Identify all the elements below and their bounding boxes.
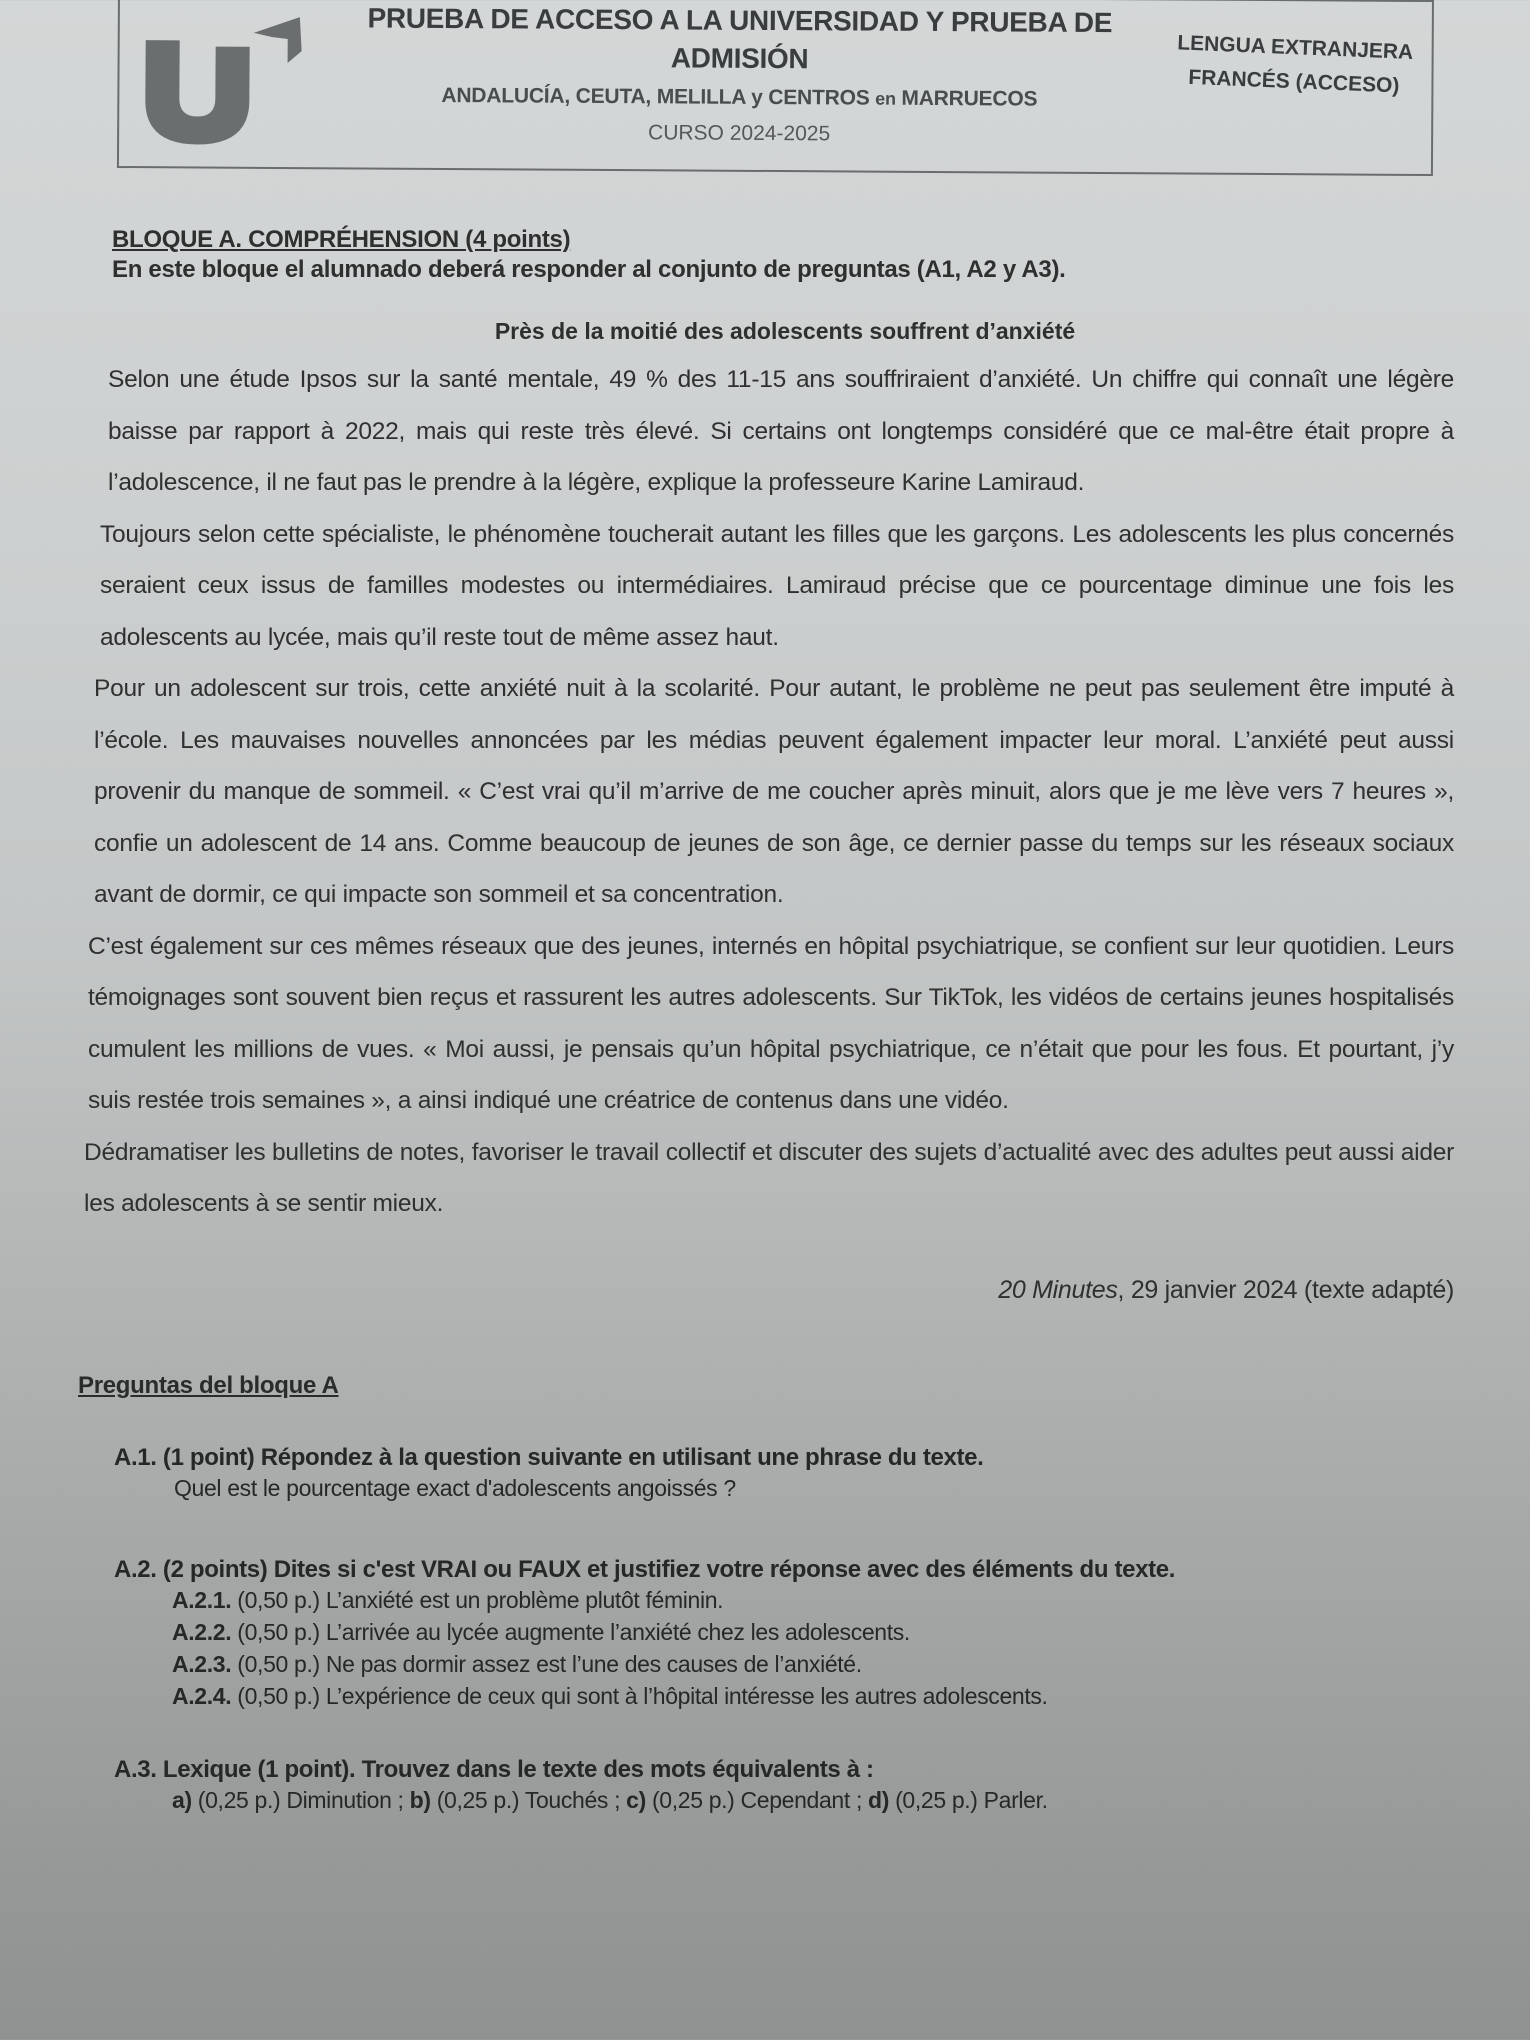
block-a-heading	[112, 226, 1452, 284]
item-text: (0,25 p.) Touchés ;	[430, 1787, 627, 1813]
block-instructions: En este bloque el alumnado deberá responder al conjunto de preguntas (A1, A2 y A3).	[112, 256, 1066, 283]
subject-line2: FRANCÉS (ACCESO)	[1187, 65, 1400, 98]
item-text: (0,50 p.) L’arrivée au lycée augmente l’anxiété chez les adolescents.	[231, 1619, 910, 1645]
article-body	[84, 354, 1454, 1230]
item-label: c)	[626, 1787, 646, 1813]
question-a3-head: A.3. Lexique (1 point). Trouvez dans le texte des mots équivalents à :	[114, 1756, 874, 1783]
item-text: (0,25 p.) Cependant ;	[645, 1787, 869, 1813]
question-a2-item	[172, 1584, 1414, 1616]
question-a2-head: A.2. (2 points) Dites si c'est VRAI ou FAUX et justifiez votre réponse avec des éléments du texte.	[114, 1556, 1176, 1583]
question-a3-items	[172, 1784, 1414, 1816]
item-text: (0,25 p.) Diminution ;	[191, 1787, 410, 1813]
region-part1: ANDALUCÍA, CEUTA, MELILLA y CENTROS	[441, 83, 876, 110]
article-paragraph: Selon une étude Ipsos sur la santé mentale, 49 % des 11-15 ans souffriraient d’anxiété. Un chiffre qui connaît une légère baisse par rapport à 2022, mais qui reste très élevé. Si certains ont longtemps considéré que ce mal-être était propre à l’adolescence, il ne faut pas le prendre à la légère, explique la professeure Karine Lamiraud.	[108, 366, 1454, 496]
item-label: A.2.2.	[172, 1619, 232, 1645]
item-text: (0,50 p.) L’expérience de ceux qui sont à l’hôpital intéresse les autres adolescents.	[231, 1683, 1048, 1709]
article-paragraph: C’est également sur ces mêmes réseaux que des jeunes, internés en hôpital psychiatrique, se confient sur leur quotidien. Leurs témoignages sont souvent bien reçus et rassurent les autres adolescents. Sur TikTok, les vidéos de certains jeunes hospitalisés cumulent les millions de vues. « Moi aussi, je pensais qu’un hôpital psychiatrique, ce n’était que pour les fous. Et pourtant, j’y suis restée trois semaines », a ainsi indiqué une créatrice de contenus dans une vidéo.	[88, 932, 1454, 1114]
question-a2-item	[172, 1648, 1414, 1680]
questions-title: Preguntas del bloque A	[78, 1372, 339, 1399]
article-source	[998, 1276, 1454, 1305]
question-a2-item	[172, 1616, 1414, 1648]
exam-title-line2: ADMISIÓN	[670, 42, 809, 75]
item-text: (0,25 p.) Parler.	[889, 1787, 1048, 1813]
item-text: (0,50 p.) L’anxiété est un problème plutôt féminin.	[231, 1587, 724, 1613]
block-title: BLOQUE A. COMPRÉHENSION (4 points)	[112, 226, 571, 253]
university-logo-icon	[131, 16, 332, 147]
question-a2	[114, 1556, 1414, 1712]
article-title: Près de la moitié des adolescents souffrent d’anxiété	[494, 318, 1076, 344]
item-label: A.2.4.	[172, 1683, 232, 1709]
item-label: a)	[172, 1787, 192, 1813]
question-a2-item	[172, 1680, 1414, 1712]
item-label: A.2.1.	[172, 1587, 232, 1613]
item-label: b)	[409, 1787, 431, 1813]
exam-header	[117, 0, 1434, 176]
item-label: A.2.3.	[172, 1651, 232, 1677]
article-paragraph: Toujours selon cette spécialiste, le phénomène toucherait autant les filles que les garçons. Les adolescents les plus concernés seraient ceux issus de familles modestes ou intermédiaires. Lamiraud précise que ce pourcentage diminue une fois les adolescents au lycée, mais qu’il reste tout de même assez haut.	[100, 520, 1454, 651]
question-a3	[114, 1756, 1414, 1816]
source-publication: 20 Minutes	[998, 1276, 1118, 1304]
exam-title-line1: PRUEBA DE ACCESO A LA UNIVERSIDAD Y PRUEBA DE	[367, 2, 1113, 39]
article-paragraph: Pour un adolescent sur trois, cette anxiété nuit à la scolarité. Pour autant, le problème ne peut pas seulement être imputé à l’école. Les mauvaises nouvelles annoncées par les médias peuvent également impacter leur moral. L’anxiété peut aussi provenir du manque de sommeil. « C’est vrai qu’il m’arrive de me coucher après minuit, alors que je me lève vers 7 heures », confie un adolescent de 14 ans. Comme beaucoup de jeunes de son âge, ce dernier passe du temps sur les réseaux sociaux avant de dormir, ce qui impacte son sommeil et sa concentration.	[94, 675, 1454, 908]
question-a1	[114, 1444, 1414, 1504]
item-label: d)	[868, 1787, 890, 1813]
exam-subject	[1148, 25, 1441, 105]
exam-region	[319, 83, 1159, 112]
subject-line1: LENGUA EXTRANJERA	[1176, 31, 1414, 65]
item-text: (0,50 p.) Ne pas dormir assez est l’une des causes de l’anxiété.	[231, 1651, 862, 1677]
region-en: en	[875, 88, 896, 109]
question-a1-head: A.1. (1 point) Répondez à la question suivante en utilisant une phrase du texte.	[114, 1444, 984, 1471]
question-a1-sub: Quel est le pourcentage exact d'adolescents angoissés ?	[174, 1475, 736, 1501]
header-center	[319, 0, 1160, 148]
article-paragraph: Dédramatiser les bulletins de notes, favoriser le travail collectif et discuter des sujets d’actualité avec des adultes peut aussi aider les adolescents à se sentir mieux.	[84, 1138, 1454, 1217]
exam-course: CURSO 2024-2025	[648, 121, 831, 146]
region-part2: MARRUECOS	[895, 86, 1038, 111]
source-date: , 29 janvier 2024 (texte adapté)	[1117, 1276, 1454, 1304]
